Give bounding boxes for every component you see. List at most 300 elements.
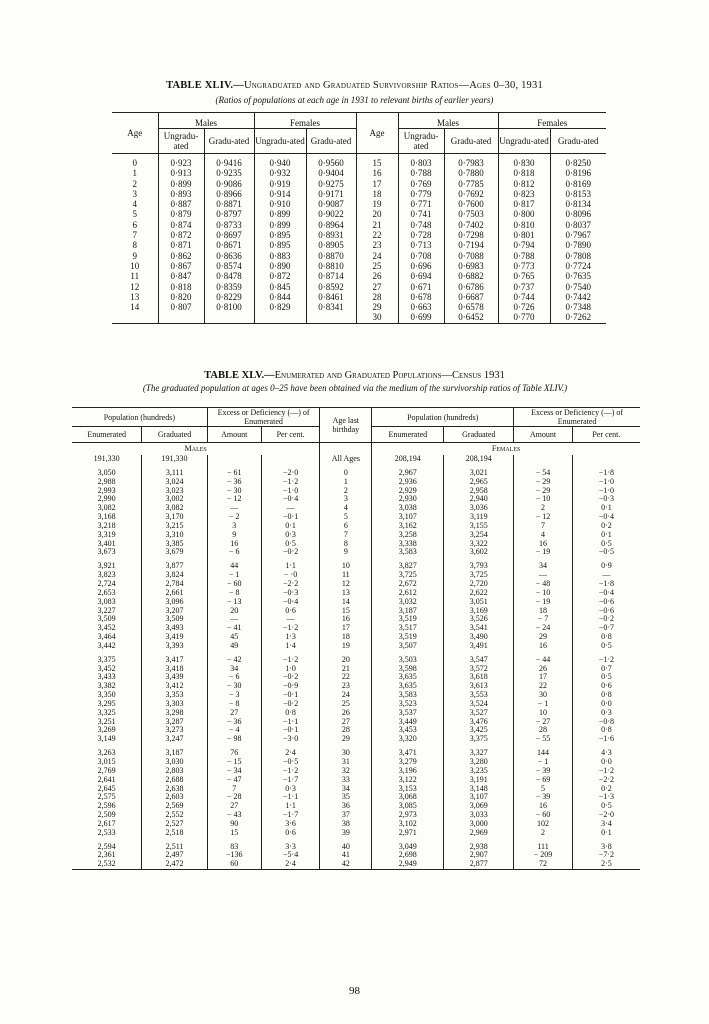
table45-row: [72, 580, 640, 589]
ratio-cell: 0·8153: [550, 189, 606, 199]
table45-row: [72, 700, 640, 709]
value-cell: 83: [207, 843, 261, 852]
value-cell: −1·3: [572, 793, 640, 802]
value-cell: 3,375: [444, 735, 514, 744]
value-cell: 0·2: [572, 522, 640, 531]
value-cell: − 8: [207, 700, 261, 709]
value-cell: 2,596: [97, 801, 116, 811]
ratio-cell: 0·899: [254, 220, 306, 230]
ratio-cell: 0·8714: [306, 271, 356, 281]
value-cell: 3,051: [444, 598, 514, 607]
value-cell: 18: [514, 607, 573, 616]
ratio-cell: 0·7600: [444, 199, 498, 209]
table45-row: [72, 758, 640, 767]
ratio-cell: 0·871: [158, 240, 204, 250]
value-cell: 7: [207, 785, 261, 794]
table44-row: [112, 230, 606, 240]
age-cell: 28: [320, 726, 372, 735]
table44-row: [112, 199, 606, 209]
ratio-cell: 0·845: [254, 282, 306, 292]
ratio-cell: 0·8966: [204, 189, 254, 199]
age-cell: 26: [356, 271, 398, 281]
age-cell: 25: [320, 700, 372, 709]
ratio-cell: 0·817: [498, 199, 550, 209]
value-cell: 3,509: [97, 614, 116, 624]
males-header: Males: [158, 113, 254, 129]
value-cell: 3,227: [97, 605, 116, 615]
value-cell: 3,218: [97, 520, 116, 530]
table45-row: [72, 656, 640, 665]
value-cell: [514, 455, 573, 464]
value-cell: − 30: [207, 487, 261, 496]
value-cell: 3,519: [372, 615, 444, 624]
value-cell: 2: [514, 829, 573, 838]
value-cell: −0·1: [261, 726, 320, 735]
table45-row: [72, 540, 640, 549]
graduated-header: Gradu-ated: [204, 129, 254, 154]
value-cell: 1·0: [261, 665, 320, 674]
age-cell: 8: [132, 240, 137, 251]
value-cell: 76: [207, 749, 261, 758]
ratio-cell: 0·737: [498, 282, 550, 292]
ratio-cell: 0·788: [498, 251, 550, 261]
ratio-cell: 0·9022: [306, 209, 356, 219]
ratio-cell: 0·8478: [204, 271, 254, 281]
value-cell: 2,518: [142, 829, 207, 838]
value-cell: −1·8: [572, 580, 640, 589]
ratio-cell: 0·7442: [550, 292, 606, 302]
graduated-header: Graduated: [444, 427, 514, 443]
value-cell: 2: [514, 504, 573, 513]
value-cell: − 55: [514, 735, 573, 744]
enumerated-header: Enumerated: [372, 427, 444, 443]
value-cell: − 41: [207, 624, 261, 633]
age-cell: 33: [320, 776, 372, 785]
table45-row: [72, 615, 640, 624]
age-cell: 0: [132, 158, 137, 168]
ratio-cell: 0·8196: [550, 168, 606, 178]
table45-row: [72, 469, 640, 478]
value-cell: 3,353: [142, 691, 207, 700]
table44-row: [112, 179, 606, 189]
age-cell: 22: [356, 230, 398, 240]
value-cell: 2,532: [97, 859, 116, 869]
table44-row: [112, 154, 606, 169]
value-cell: 3,310: [142, 531, 207, 540]
age-cell: 40: [320, 843, 372, 852]
value-cell: 3,023: [142, 487, 207, 496]
value-cell: 3,280: [444, 758, 514, 767]
value-cell: 17: [514, 673, 573, 682]
value-cell: 3,823: [97, 570, 116, 580]
table45-row: [72, 718, 640, 727]
age-cell: 3: [320, 495, 372, 504]
value-cell: 2,688: [142, 776, 207, 785]
age-cell: 18: [320, 633, 372, 642]
value-cell: 0·5: [572, 802, 640, 811]
ratio-cell: 0·830: [498, 154, 550, 169]
ratio-cell: 0·823: [498, 189, 550, 199]
value-cell: − 19: [514, 548, 573, 557]
value-cell: 2,509: [97, 810, 116, 820]
ratio-cell: 0·6983: [444, 261, 498, 271]
value-cell: 3,033: [444, 811, 514, 820]
ratio-cell: 0·890: [254, 261, 306, 271]
value-cell: 3,679: [142, 548, 207, 557]
value-cell: −1·2: [261, 624, 320, 633]
value-cell: 3,002: [142, 495, 207, 504]
value-cell: 2,575: [97, 792, 116, 802]
value-cell: 3,082: [142, 504, 207, 513]
ratio-cell: 0·696: [398, 261, 444, 271]
ratio-cell: 0·8697: [204, 230, 254, 240]
value-cell: 2,929: [372, 487, 444, 496]
age-cell: 17: [320, 624, 372, 633]
value-cell: 191,330: [93, 454, 120, 463]
ratio-cell: 0·770: [498, 312, 550, 323]
age-cell: 10: [320, 562, 372, 571]
ratio-cell: 0·769: [398, 179, 444, 189]
value-cell: 29: [514, 633, 573, 642]
ratio-cell: 0·8037: [550, 220, 606, 230]
table44-row: [112, 168, 606, 178]
age-cell: 12: [320, 580, 372, 589]
ratio-cell: 0·6687: [444, 292, 498, 302]
value-cell: 3·6: [261, 820, 320, 829]
value-cell: 28: [514, 726, 573, 735]
value-cell: −2·0: [261, 469, 320, 478]
value-cell: 0·1: [261, 522, 320, 531]
ratio-cell: 0·818: [498, 168, 550, 178]
age-cell: [112, 312, 158, 323]
value-cell: − 209: [514, 851, 573, 860]
age-cell: 30: [320, 749, 372, 758]
ratio-cell: 0·8341: [306, 302, 356, 312]
value-cell: 3,877: [142, 562, 207, 571]
ratio-cell: 0·8871: [204, 199, 254, 209]
ungraduated-header: Ungradu-ated: [498, 129, 550, 154]
age-cell: 21: [320, 665, 372, 674]
value-cell: 16: [207, 540, 261, 549]
value-cell: 3,375: [97, 654, 116, 664]
age-cell: 38: [320, 820, 372, 829]
value-cell: 2·5: [572, 860, 640, 869]
value-cell: 2,641: [97, 774, 116, 784]
value-cell: 3,000: [444, 820, 514, 829]
value-cell: −1·2: [261, 767, 320, 776]
ratio-cell: 0·910: [254, 199, 306, 209]
ratio-cell: 0·899: [158, 179, 204, 189]
ratio-cell: 0·8636: [204, 251, 254, 261]
age-cell: 26: [320, 709, 372, 718]
value-cell: 0·6: [261, 829, 320, 838]
value-cell: 60: [207, 860, 261, 869]
value-cell: 1·4: [261, 642, 320, 651]
table44-row: [112, 282, 606, 292]
value-cell: 16: [514, 642, 573, 651]
males-section-label: Males: [184, 444, 207, 453]
age-cell: 21: [356, 220, 398, 230]
ratio-cell: 0·7540: [550, 282, 606, 292]
value-cell: 3,162: [372, 522, 444, 531]
value-cell: 0·8: [572, 726, 640, 735]
age-cell: 32: [320, 767, 372, 776]
value-cell: 3,148: [444, 785, 514, 794]
age-cell: 1: [132, 168, 137, 179]
age-cell: 28: [356, 292, 398, 302]
value-cell: 2,672: [372, 580, 444, 589]
value-cell: 3,442: [97, 640, 116, 650]
females-header: Females: [498, 113, 606, 129]
table45-row: [72, 589, 640, 598]
value-cell: 3,327: [444, 749, 514, 758]
value-cell: −1·0: [261, 487, 320, 496]
age-cell: 23: [320, 682, 372, 691]
value-cell: − 28: [207, 793, 261, 802]
value-cell: —: [572, 571, 640, 580]
value-cell: 5: [514, 785, 573, 794]
value-cell: −1·1: [261, 793, 320, 802]
value-cell: 3,021: [444, 469, 514, 478]
value-cell: 3,613: [444, 682, 514, 691]
ratio-cell: 0·800: [498, 209, 550, 219]
value-cell: 3,519: [372, 633, 444, 642]
value-cell: −1·2: [261, 478, 320, 487]
value-cell: 3,418: [142, 665, 207, 674]
age-cell: 15: [320, 607, 372, 616]
value-cell: − 34: [207, 767, 261, 776]
population-header: Population (hundreds): [72, 408, 207, 427]
value-cell: 102: [514, 820, 573, 829]
table45-row: [72, 776, 640, 785]
value-cell: − 13: [207, 598, 261, 607]
value-cell: 34: [514, 562, 573, 571]
age-cell: 2: [132, 178, 137, 189]
age-cell: 11: [130, 271, 140, 282]
value-cell: − 98: [207, 735, 261, 744]
value-cell: −0·2: [261, 548, 320, 557]
ratio-cell: 0·932: [254, 168, 306, 178]
page-number: 98: [349, 985, 360, 997]
age-cell: 13: [320, 589, 372, 598]
value-cell: 3,725: [372, 571, 444, 580]
excess-header: Excess or Deficiency (—) of Enumerated: [207, 408, 320, 427]
ratio-cell: 0·8810: [306, 261, 356, 271]
table45-row: [72, 829, 640, 838]
value-cell: 30: [514, 691, 573, 700]
ratio-cell: 0·8964: [306, 220, 356, 230]
value-cell: 3,602: [444, 548, 514, 557]
table44-row: [112, 220, 606, 230]
value-cell: 2,940: [444, 495, 514, 504]
age-cell: 30: [356, 312, 398, 323]
value-cell: 3,673: [97, 547, 116, 557]
value-cell: 3,030: [142, 758, 207, 767]
value-cell: − 61: [207, 469, 261, 478]
value-cell: 2,803: [142, 767, 207, 776]
value-cell: 2,497: [142, 851, 207, 860]
value-cell: 3,635: [372, 673, 444, 682]
value-cell: 3,169: [444, 607, 514, 616]
value-cell: 3,251: [97, 716, 116, 726]
table45-row: [72, 478, 640, 487]
table45-row: [72, 598, 640, 607]
age-cell: 24: [320, 691, 372, 700]
ratio-cell: 0·744: [498, 292, 550, 302]
value-cell: −1·0: [572, 478, 640, 487]
table45-row: [72, 802, 640, 811]
ratio-cell: 0·8169: [550, 179, 606, 189]
value-cell: 2,877: [444, 860, 514, 869]
value-cell: 72: [514, 860, 573, 869]
value-cell: −1·7: [261, 776, 320, 785]
value-cell: 27: [207, 709, 261, 718]
ratio-cell: 0·794: [498, 240, 550, 250]
ratio-cell: 0·748: [398, 220, 444, 230]
ratio-cell: 0·7880: [444, 168, 498, 178]
value-cell: 3,287: [142, 718, 207, 727]
graduated-header: Gradu-ated: [444, 129, 498, 154]
ratio-cell: 0·8229: [204, 292, 254, 302]
value-cell: − 19: [514, 598, 573, 607]
value-cell: 3,598: [372, 665, 444, 674]
value-cell: − 30: [207, 682, 261, 691]
value-cell: − 43: [207, 811, 261, 820]
amount-header: Amount: [207, 427, 261, 443]
value-cell: 3,425: [444, 726, 514, 735]
value-cell: 3,453: [372, 726, 444, 735]
value-cell: 2,472: [142, 860, 207, 869]
percent-header: Per cent.: [572, 427, 640, 443]
value-cell: 0·2: [572, 785, 640, 794]
age-cell: 17: [356, 179, 398, 189]
value-cell: − 29: [514, 478, 573, 487]
age-cell: 37: [320, 811, 372, 820]
ratio-cell: 0·867: [158, 261, 204, 271]
value-cell: − 42: [207, 656, 261, 665]
value-cell: 3,382: [97, 681, 116, 691]
value-cell: 3,635: [372, 682, 444, 691]
value-cell: 2,622: [444, 589, 514, 598]
ratio-cell: 0·879: [158, 209, 204, 219]
ratio-cell: 0·899: [254, 209, 306, 219]
value-cell: 3,476: [444, 718, 514, 727]
value-cell: 3,111: [142, 469, 207, 478]
ratio-cell: 0·728: [398, 230, 444, 240]
table45-row: [72, 571, 640, 580]
value-cell: 3,572: [444, 665, 514, 674]
ratio-cell: 0·862: [158, 251, 204, 261]
value-cell: 3,036: [444, 504, 514, 513]
ratio-cell: 0·844: [254, 292, 306, 302]
value-cell: —: [261, 615, 320, 624]
value-cell: 3,491: [444, 642, 514, 651]
ratio-cell: 0·7724: [550, 261, 606, 271]
ratio-cell: [158, 312, 204, 323]
ratio-cell: 0·8931: [306, 230, 356, 240]
value-cell: 3,509: [142, 615, 207, 624]
ratio-cell: 0·8671: [204, 240, 254, 250]
value-cell: 3,122: [372, 776, 444, 785]
value-cell: [572, 455, 640, 464]
age-cell: 3: [132, 188, 137, 199]
ratio-cell: 0·803: [398, 154, 444, 169]
ratio-cell: 0·913: [158, 168, 204, 178]
ratio-cell: 0·663: [398, 302, 444, 312]
ratio-cell: 0·801: [498, 230, 550, 240]
table45-row: [72, 843, 640, 852]
value-cell: −0·3: [572, 495, 640, 504]
graduated-header: Graduated: [142, 427, 207, 443]
value-cell: −5·4: [261, 851, 320, 860]
ratio-cell: 0·8461: [306, 292, 356, 302]
value-cell: 2,967: [372, 469, 444, 478]
value-cell: 3,107: [372, 513, 444, 522]
ratio-cell: 0·895: [254, 240, 306, 250]
ratio-cell: 0·9416: [204, 154, 254, 169]
value-cell: 3,507: [372, 642, 444, 651]
value-cell: 27: [207, 802, 261, 811]
value-cell: [207, 455, 261, 464]
value-cell: 3,319: [97, 529, 116, 539]
value-cell: − 27: [514, 718, 573, 727]
value-cell: −0·8: [572, 718, 640, 727]
value-cell: 3,464: [97, 632, 116, 642]
value-cell: −0·3: [261, 589, 320, 598]
ratio-cell: 0·8905: [306, 240, 356, 250]
value-cell: 3,254: [444, 531, 514, 540]
value-cell: −2·2: [572, 776, 640, 785]
ratio-cell: 0·7348: [550, 302, 606, 312]
ratio-cell: 0·872: [158, 230, 204, 240]
ratio-cell: 0·820: [158, 292, 204, 302]
value-cell: 2,971: [372, 829, 444, 838]
value-cell: 1·1: [261, 802, 320, 811]
value-cell: −0·6: [572, 607, 640, 616]
value-cell: 3·4: [572, 820, 640, 829]
value-cell: − 12: [207, 495, 261, 504]
value-cell: 2,603: [142, 793, 207, 802]
value-cell: 3,107: [444, 793, 514, 802]
age-cell: 27: [320, 718, 372, 727]
ratio-cell: 0·7402: [444, 220, 498, 230]
value-cell: 2,930: [372, 495, 444, 504]
value-cell: −0·9: [261, 682, 320, 691]
value-cell: 2,552: [142, 811, 207, 820]
value-cell: 2,993: [97, 485, 116, 495]
value-cell: −2·2: [261, 580, 320, 589]
ratio-cell: 0·8250: [550, 154, 606, 169]
value-cell: 3,279: [372, 758, 444, 767]
value-cell: 3,024: [142, 478, 207, 487]
value-cell: − 6: [207, 548, 261, 557]
age-cell: 19: [356, 199, 398, 209]
value-cell: 15: [207, 829, 261, 838]
value-cell: − 39: [514, 793, 573, 802]
value-cell: − 1: [514, 758, 573, 767]
value-cell: 3,583: [372, 548, 444, 557]
value-cell: 0·5: [572, 642, 640, 651]
population-header: Population (hundreds): [372, 408, 514, 427]
ratio-cell: 0·9560: [306, 154, 356, 169]
age-cell: 5: [320, 513, 372, 522]
age-header: Age: [356, 113, 398, 154]
age-cell: 8: [320, 540, 372, 549]
value-cell: − 44: [514, 656, 573, 665]
value-cell: 3,338: [372, 540, 444, 549]
value-cell: 3,547: [444, 656, 514, 665]
value-cell: 3,119: [444, 513, 514, 522]
